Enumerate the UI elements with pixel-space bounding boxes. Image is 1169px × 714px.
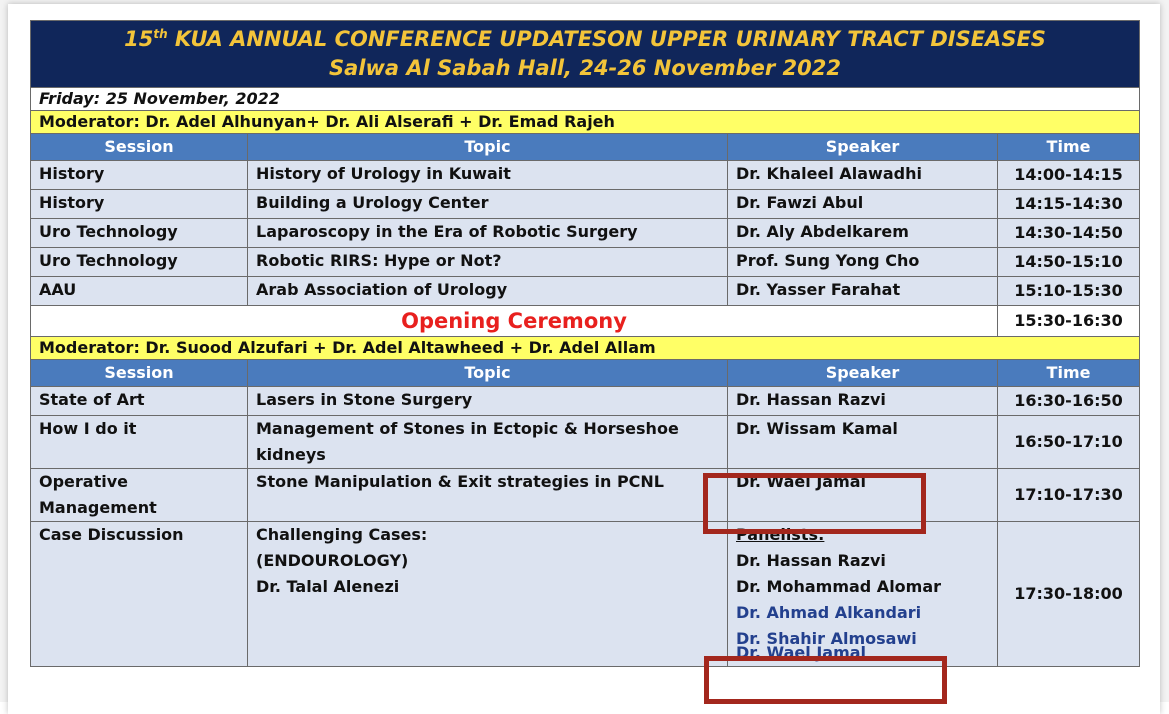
- time-cell: 14:30-14:50: [998, 219, 1140, 248]
- session-cell: History: [31, 190, 248, 219]
- speaker-cell: Prof. Sung Yong Cho: [728, 248, 998, 277]
- session-cell: State of Art: [31, 387, 248, 416]
- topic-cell: [248, 522, 728, 667]
- conference-title: [31, 21, 1140, 88]
- table-row: [31, 277, 1140, 306]
- header-speaker: Speaker: [728, 360, 998, 387]
- header-time: Time: [998, 134, 1140, 161]
- header-time: Time: [998, 360, 1140, 387]
- title-text: KUA ANNUAL CONFERENCE UPDATESON UPPER URINARY TRACT DISEASES: [167, 27, 1046, 51]
- header-session: Session: [31, 360, 248, 387]
- topic-cell: Lasers in Stone Surgery: [248, 387, 728, 416]
- topic-line: Dr. Talal Alenezi: [256, 577, 400, 596]
- time-cell: 14:50-15:10: [998, 248, 1140, 277]
- opening-ceremony-row: [31, 306, 1140, 337]
- table-row: [31, 161, 1140, 190]
- highlight-box: [704, 656, 947, 704]
- speaker-cell: Dr. Hassan Razvi: [728, 387, 998, 416]
- moderator-row-2: Moderator: Dr. Suood Alzufari + Dr. Adel Altawheed + Dr. Adel Allam: [31, 337, 1140, 360]
- panelist: Dr. Hassan Razvi: [736, 551, 886, 570]
- topic-cell: Laparoscopy in the Era of Robotic Surgery: [248, 219, 728, 248]
- day-heading: Friday: 25 November, 2022: [31, 88, 1140, 111]
- time-cell: 14:15-14:30: [998, 190, 1140, 219]
- speaker-cell: Dr. Khaleel Alawadhi: [728, 161, 998, 190]
- header-speaker: Speaker: [728, 134, 998, 161]
- program-table: [30, 20, 1140, 667]
- session-cell: AAU: [31, 277, 248, 306]
- time-cell: 14:00-14:15: [998, 161, 1140, 190]
- conference-venue: Salwa Al Sabah Hall, 24-26 November 2022: [329, 56, 842, 80]
- panelist: Dr. Wael Jamal: [736, 643, 867, 662]
- moderator-row-1: Moderator: Dr. Adel Alhunyan+ Dr. Ali Alserafi + Dr. Emad Rajeh: [31, 111, 1140, 134]
- topic-cell: Stone Manipulation & Exit strategies in PCNL: [248, 469, 728, 522]
- table-row: [31, 416, 1140, 469]
- panelist: Dr. Ahmad Alkandari: [736, 603, 922, 622]
- topic-cell: History of Urology in Kuwait: [248, 161, 728, 190]
- panelist: Dr. Mohammad Alomar: [736, 577, 942, 596]
- session-cell: Case Discussion: [31, 522, 248, 667]
- session-cell: How I do it: [31, 416, 248, 469]
- topic-line: (ENDOUROLOGY): [256, 551, 409, 570]
- speaker-cell: Dr. Yasser Farahat: [728, 277, 998, 306]
- time-cell: 16:30-16:50: [998, 387, 1140, 416]
- session-cell: Uro Technology: [31, 248, 248, 277]
- time-cell: 15:10-15:30: [998, 277, 1140, 306]
- time-cell: 17:10-17:30: [998, 469, 1140, 522]
- table-row: [31, 248, 1140, 277]
- panelists-label: Panelists:: [736, 525, 825, 544]
- column-header-row: [31, 134, 1140, 161]
- session-cell: Operative Management: [31, 469, 248, 522]
- table-row: [31, 219, 1140, 248]
- speaker-cell: Dr. Aly Abdelkarem: [728, 219, 998, 248]
- table-row: [31, 190, 1140, 219]
- panelist: Dr. Shahir Almosawi: [736, 629, 917, 648]
- speaker-cell: Dr. Wael Jamal: [728, 469, 998, 522]
- speaker-cell: Dr. Wissam Kamal: [728, 416, 998, 469]
- header-topic: Topic: [248, 360, 728, 387]
- highlight-box: [703, 473, 926, 534]
- table-row: [31, 387, 1140, 416]
- header-session: Session: [31, 134, 248, 161]
- header-topic: Topic: [248, 134, 728, 161]
- session-cell: History: [31, 161, 248, 190]
- opening-ceremony-label: Opening Ceremony: [31, 306, 998, 337]
- panelists-cell: [728, 522, 998, 667]
- topic-cell: Arab Association of Urology: [248, 277, 728, 306]
- ceremony-time: 15:30-16:30: [998, 306, 1140, 337]
- speaker-cell: Dr. Fawzi Abul: [728, 190, 998, 219]
- time-cell: 17:30-18:00: [998, 522, 1140, 667]
- case-discussion-row: [31, 522, 1140, 667]
- table-row: [31, 469, 1140, 522]
- column-header-row: [31, 360, 1140, 387]
- time-cell: 16:50-17:10: [998, 416, 1140, 469]
- topic-line: Challenging Cases:: [256, 525, 428, 544]
- session-cell: Uro Technology: [31, 219, 248, 248]
- topic-cell: Management of Stones in Ectopic & Horseshoe kidneys: [248, 416, 728, 469]
- topic-cell: Building a Urology Center: [248, 190, 728, 219]
- title-number: 15: [124, 27, 154, 51]
- title-ordinal: th: [153, 27, 168, 41]
- topic-cell: Robotic RIRS: Hype or Not?: [248, 248, 728, 277]
